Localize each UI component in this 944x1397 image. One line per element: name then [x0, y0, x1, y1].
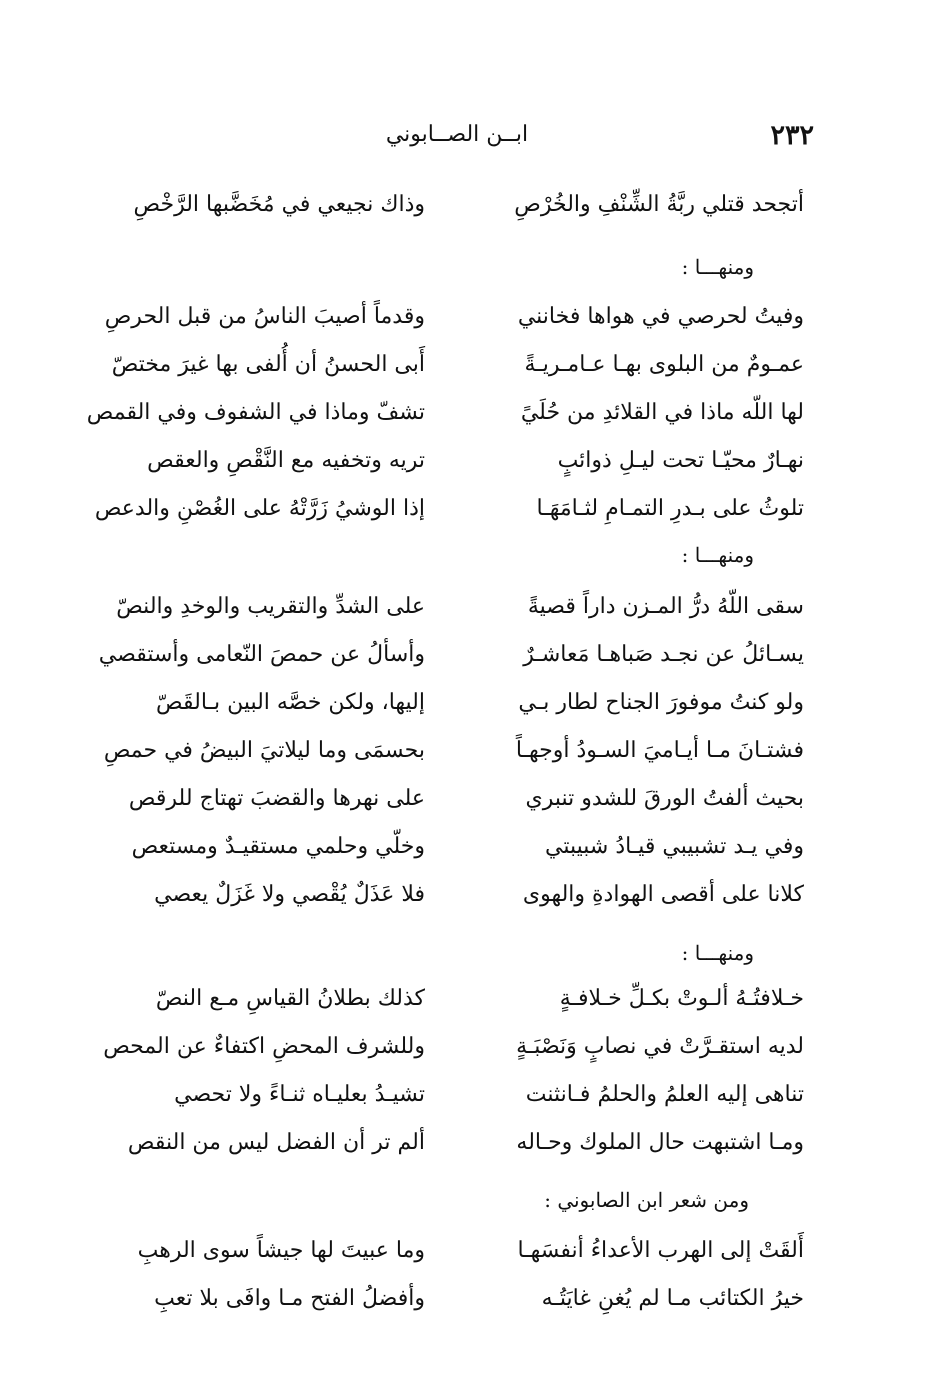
verse — [95, 439, 804, 483]
first-hemistich: وفيتُ لحرصي في هواها فخانني — [517, 304, 804, 329]
second-hemistich: كذلك بطلانُ القياسِ مـع النصّ — [155, 986, 425, 1011]
first-hemistich: بحيث ألفتُ الورقَ للشدو تنبري — [525, 786, 804, 811]
section-marker: ومنهـــا : — [681, 941, 754, 965]
second-hemistich: وأفضلُ الفتح مـا وافَى بلا تعبِ — [154, 1286, 425, 1311]
second-hemistich: وأسألُ عن حمصَ النّعامى وأستقصي — [98, 642, 425, 667]
verse — [95, 977, 804, 1021]
second-hemistich: إذا الوشيُ زَرَّتْهُ على الغُصْنِ والدعص — [94, 496, 425, 521]
verse — [95, 1025, 804, 1069]
second-hemistich: على الشدِّ والتقريب والوخدِ والنصّ — [116, 594, 425, 619]
second-hemistich: وخلّي وحلمي مستقيـدٌ ومستعص — [131, 834, 425, 859]
first-hemistich: خـلافتُـهُ ألـوتْ بكـلِّ خـلافـةٍ — [559, 986, 804, 1011]
first-hemistich: لديه استقـرَّتْ في نصابٍ وَنَصْبَـةٍ — [516, 1034, 804, 1059]
first-hemistich: وفي يـد تشبيبي قيـادُ شبيبتي — [545, 834, 804, 859]
verse — [95, 729, 804, 773]
first-hemistich: تلوثُ على بـدرِ التمـامِ لثـامَهَـا — [536, 496, 804, 521]
verse — [95, 585, 804, 629]
first-hemistich: خيرُ الكتائب مـا لم يُغنِ غايَتُـه — [541, 1286, 804, 1311]
second-hemistich: وللشرف المحضِ اكتفاءٌ عن المحص — [103, 1034, 425, 1059]
second-hemistich: تشفّ وماذا في الشفوف وفي القمص — [86, 400, 425, 425]
second-hemistich: ألم تر أن الفضل ليس من النقص — [127, 1130, 425, 1155]
section-marker: ومنهـــا : — [681, 255, 754, 279]
section-lead: ومن شعر ابن الصابوني : — [544, 1188, 749, 1212]
first-hemistich: عمـومٌ من البلوى بهـا عـامـريـةً — [524, 352, 804, 377]
page-header — [90, 120, 824, 160]
second-hemistich: بحسمَى وما ليلاتيَ البيضُ في حمصِ — [103, 738, 425, 763]
verse — [95, 633, 804, 677]
first-hemistich: لها اللّه ماذا في القلائدِ من حُلَيً — [520, 400, 804, 425]
first-hemistich: أَلقَتْ إلى الهرب الأعداءُ أنفسَهـا — [517, 1238, 804, 1263]
verse — [95, 183, 804, 227]
second-hemistich: على نهرها والقضبَ تهتاج للرقص — [128, 786, 425, 811]
second-hemistich: فلا عَذَلٌ يُقْصي ولا غَزَلٌ يعصي — [154, 882, 425, 907]
page-number: ٢٣٢ — [770, 120, 814, 151]
first-hemistich: يسـائلُ عن نجـد صَباهـا مَعاشـرٌ — [523, 642, 804, 667]
verse — [95, 343, 804, 387]
first-hemistich: فشتـانَ مـا أيـاميَ السـودُ أوجهـاً — [515, 738, 804, 763]
second-hemistich: إليها، ولكن خصَّه البين بـالقَصّ — [156, 690, 425, 715]
first-hemistich: ومـا اشتبهت حال الملوك وحـاله — [516, 1130, 804, 1155]
second-hemistich: تريه وتخفيه مع النَّقْصِ والعقص — [147, 448, 425, 473]
verse — [95, 1277, 804, 1321]
second-hemistich: وقدماً أصيبَ الناسُ من قبل الحرصِ — [104, 304, 425, 329]
verse — [95, 1229, 804, 1273]
verse — [95, 295, 804, 339]
verse — [95, 487, 804, 531]
verse — [95, 681, 804, 725]
second-hemistich: وذاك نجيعي في مُخَضَّبها الرَّخْصِ — [133, 192, 425, 217]
second-hemistich: وما عبيتَ لها جيشاً سوى الرهبِ — [137, 1238, 425, 1263]
verse — [95, 1121, 804, 1165]
first-hemistich: تناهى إليه العلمُ والحلمُ فـانثنت — [525, 1082, 804, 1107]
verse — [95, 825, 804, 869]
section-marker: ومنهـــا : — [681, 543, 754, 567]
running-title: ابــن الصــابوني — [385, 122, 529, 147]
verse — [86, 391, 804, 435]
verse — [95, 873, 804, 917]
first-hemistich: سقى اللّهُ درُّ المـزن داراً قصيةً — [527, 594, 804, 619]
first-hemistich: أتجحد قتلي ربَّةُ الشِّنْفِ والخُرْصِ — [514, 192, 804, 217]
second-hemistich: أَبى الحسنُ أن أُلفى بها غيرَ مختصّ — [111, 352, 425, 377]
first-hemistich: كلانا على أقصى الهوادةِ والهوى — [522, 882, 804, 907]
verse — [95, 777, 804, 821]
second-hemistich: تشيـدُ بعليـاه ثنـاءً ولا تحصي — [174, 1082, 425, 1107]
first-hemistich: ولو كنتُ موفورَ الجناح لطار بـي — [518, 690, 804, 715]
first-hemistich: نهـارٌ محيّـا تحت ليـلِ ذوائبٍ — [557, 448, 804, 473]
verse — [95, 1073, 804, 1117]
